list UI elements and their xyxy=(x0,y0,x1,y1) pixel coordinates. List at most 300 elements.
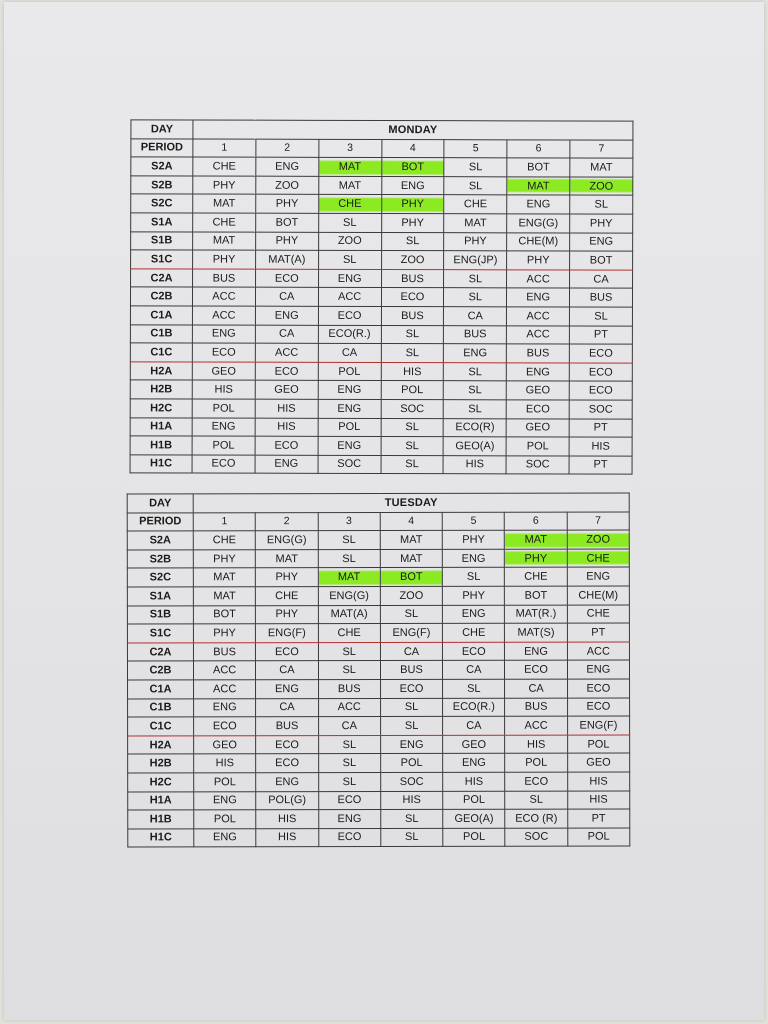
subject-cell: SOC xyxy=(505,828,567,847)
subject-cell: ECO xyxy=(256,754,318,773)
subject-cell: BOT xyxy=(193,605,255,624)
subject-cell: ENG xyxy=(380,735,442,754)
class-row xyxy=(128,809,630,828)
period-number: 6 xyxy=(507,139,570,158)
period-number: 5 xyxy=(442,512,504,531)
subject-cell-highlighted: PHY xyxy=(505,549,567,568)
subject-cell-highlighted: MAT xyxy=(505,530,567,549)
subject-cell: HIS xyxy=(381,791,443,810)
subject-cell: ENG(G) xyxy=(507,214,570,233)
subject-cell: PT xyxy=(567,809,629,828)
class-row xyxy=(131,213,633,233)
subject-cell: POL xyxy=(381,381,444,400)
subject-cell: ENG xyxy=(192,325,255,344)
class-code: C1B xyxy=(130,324,192,343)
subject-cell: GEO xyxy=(567,753,629,772)
subject-cell-highlighted: MAT xyxy=(318,568,380,587)
period-number: 4 xyxy=(381,139,444,158)
subject-cell: ENG xyxy=(256,773,318,792)
subject-cell: MAT xyxy=(570,158,633,177)
subject-cell: ACC xyxy=(192,287,255,306)
subject-cell: POL xyxy=(318,418,381,437)
subject-cell: ECO xyxy=(256,642,318,661)
subject-cell: ECO(R.) xyxy=(318,325,381,344)
subject-cell: POL xyxy=(192,436,255,455)
subject-cell: PT xyxy=(569,418,632,437)
class-row xyxy=(128,735,630,754)
subject-cell: PHY xyxy=(507,251,570,270)
subject-cell: POL xyxy=(380,754,442,773)
subject-cell: BOT xyxy=(507,158,570,177)
subject-cell: ECO xyxy=(380,679,442,698)
subject-cell: SL xyxy=(318,531,380,550)
class-code: S1C xyxy=(127,624,193,643)
class-code: H2A xyxy=(128,736,194,755)
subject-cell: SL xyxy=(570,195,633,214)
subject-cell: MAT(A) xyxy=(255,250,318,269)
day-label: DAY xyxy=(127,494,193,513)
subject-cell: ENG xyxy=(318,810,380,829)
subject-cell: CA xyxy=(505,679,567,698)
subject-cell: ECO xyxy=(255,362,318,381)
subject-cell: ECO xyxy=(318,791,380,810)
subject-cell: POL xyxy=(567,828,629,847)
subject-cell: SL xyxy=(381,809,443,828)
subject-cell: PT xyxy=(569,326,632,345)
subject-cell: ECO xyxy=(567,679,629,698)
subject-cell: ECO xyxy=(255,436,318,455)
subject-cell: SL xyxy=(444,381,507,400)
class-code: H1C xyxy=(130,455,192,474)
subject-cell: SL xyxy=(381,437,444,456)
subject-cell: SOC xyxy=(381,772,443,791)
subject-cell: ECO xyxy=(569,381,632,400)
subject-cell: SOC xyxy=(569,400,632,419)
class-code: H1C xyxy=(128,829,194,848)
subject-cell: MAT xyxy=(193,232,256,251)
subject-cell: ECO (R) xyxy=(505,809,567,828)
period-number: 3 xyxy=(318,512,380,531)
subject-cell: GEO xyxy=(255,380,318,399)
subject-cell: HIS xyxy=(443,772,505,791)
subject-cell: SL xyxy=(318,250,381,269)
class-row xyxy=(130,436,632,456)
class-row xyxy=(130,343,632,363)
subject-cell: PHY xyxy=(444,232,507,251)
subject-cell: BUS xyxy=(380,661,442,680)
class-code: H1B xyxy=(130,436,192,455)
subject-cell: GEO xyxy=(443,735,505,754)
subject-cell: BUS xyxy=(193,642,255,661)
subject-cell-highlighted: BOT xyxy=(380,568,442,587)
class-code: S1A xyxy=(131,213,193,232)
class-row xyxy=(127,660,629,679)
subject-cell: CHE xyxy=(567,605,629,624)
class-row xyxy=(127,586,629,605)
subject-cell: BUS xyxy=(256,717,318,736)
subject-cell: ACC xyxy=(318,698,380,717)
subject-cell: ECO xyxy=(192,455,255,474)
subject-cell: SL xyxy=(444,362,507,381)
period-number: 7 xyxy=(570,140,633,159)
class-row xyxy=(130,417,632,437)
class-code: S2C xyxy=(131,194,193,213)
subject-cell: BUS xyxy=(318,679,380,698)
subject-cell: ECO xyxy=(505,772,567,791)
class-row xyxy=(127,623,629,642)
subject-cell: ECO xyxy=(255,269,318,288)
subject-cell: BUS xyxy=(444,325,507,344)
tuesday-timetable xyxy=(127,493,631,848)
class-code: C1B xyxy=(128,698,194,717)
class-row xyxy=(130,287,632,307)
subject-cell: ACC xyxy=(507,307,570,326)
subject-cell: ECO xyxy=(194,717,256,736)
subject-cell: PHY xyxy=(381,213,444,232)
subject-cell: MAT xyxy=(380,531,442,550)
subject-cell: POL xyxy=(194,810,256,829)
subject-cell: ENG xyxy=(507,195,570,214)
subject-cell: HIS xyxy=(255,399,318,418)
subject-cell: ECO xyxy=(506,400,569,419)
subject-cell: BOT xyxy=(505,586,567,605)
subject-cell-highlighted: MAT xyxy=(507,177,570,196)
period-number: 1 xyxy=(193,512,255,531)
subject-cell: SL xyxy=(444,269,507,288)
day-name: MONDAY xyxy=(193,120,633,140)
class-row xyxy=(130,399,632,419)
subject-cell: CHE xyxy=(193,213,256,232)
subject-cell: SL xyxy=(380,605,442,624)
class-code: C1A xyxy=(130,306,192,325)
subject-cell: BUS xyxy=(381,269,444,288)
class-code: S1A xyxy=(127,587,193,606)
paper-sheet xyxy=(4,2,764,1020)
class-row xyxy=(128,679,630,698)
class-row xyxy=(127,567,629,586)
subject-cell: HIS xyxy=(443,455,506,474)
subject-cell: ECO xyxy=(318,306,381,325)
subject-cell: ENG xyxy=(256,680,318,699)
period-number: 3 xyxy=(319,139,382,158)
class-row xyxy=(131,194,633,214)
subject-cell: POL xyxy=(192,399,255,418)
subject-cell: SL xyxy=(442,568,504,587)
subject-cell: ECO xyxy=(443,642,505,661)
class-row xyxy=(128,791,630,810)
class-row xyxy=(127,605,629,624)
class-code: H2C xyxy=(128,773,194,792)
subject-cell: CA xyxy=(443,661,505,680)
subject-cell: ENG xyxy=(444,344,507,363)
subject-cell: HIS xyxy=(256,828,318,847)
subject-cell: PHY xyxy=(256,195,319,214)
subject-cell: MAT xyxy=(193,568,255,587)
class-code: S2A xyxy=(127,531,193,550)
subject-cell: ECO(R.) xyxy=(443,698,505,717)
subject-cell: HIS xyxy=(192,380,255,399)
subject-cell: ECO xyxy=(567,698,629,717)
class-row xyxy=(127,549,629,568)
subject-cell: ENG xyxy=(255,306,318,325)
subject-cell: GEO xyxy=(506,418,569,437)
subject-cell: POL xyxy=(567,735,629,754)
subject-cell: ECO(R) xyxy=(444,418,507,437)
class-row xyxy=(130,306,632,326)
period-number: 7 xyxy=(567,512,629,531)
class-row xyxy=(131,231,633,251)
subject-cell: MAT(A) xyxy=(318,605,380,624)
subject-cell: SL xyxy=(443,679,505,698)
class-row xyxy=(130,324,632,344)
subject-cell-highlighted: CHE xyxy=(567,549,629,568)
subject-cell: ENG(G) xyxy=(318,586,380,605)
subject-cell: ECO xyxy=(381,288,444,307)
subject-cell: ENG xyxy=(443,754,505,773)
class-row xyxy=(128,753,630,772)
subject-cell: ENG xyxy=(505,642,567,661)
subject-cell: CA xyxy=(570,270,633,289)
subject-cell: POL xyxy=(505,753,567,772)
subject-cell: PHY xyxy=(442,586,504,605)
subject-cell: CA xyxy=(255,288,318,307)
subject-cell: GEO(A) xyxy=(443,809,505,828)
subject-cell: ACC xyxy=(192,306,255,325)
subject-cell-highlighted: PHY xyxy=(381,195,444,214)
subject-cell: POL xyxy=(443,828,505,847)
subject-cell: PHY xyxy=(570,214,633,233)
subject-cell: ENG(JP) xyxy=(444,251,507,270)
subject-cell: ECO xyxy=(505,661,567,680)
subject-cell: SL xyxy=(444,176,507,195)
subject-cell: ENG xyxy=(194,828,256,847)
subject-cell: CHE xyxy=(444,195,507,214)
class-row xyxy=(128,828,630,847)
class-code: S2B xyxy=(131,176,193,195)
subject-cell: PHY xyxy=(193,624,255,643)
class-row xyxy=(130,455,632,475)
subject-cell: ENG xyxy=(318,436,381,455)
class-code: S2A xyxy=(131,157,193,176)
subject-cell: SL xyxy=(318,754,380,773)
subject-cell: BOT xyxy=(570,251,633,270)
subject-cell: SL xyxy=(318,772,380,791)
class-code: C2B xyxy=(130,287,192,306)
subject-cell-highlighted: CHE xyxy=(318,195,381,214)
subject-cell: ZOO xyxy=(380,586,442,605)
subject-cell: SL xyxy=(318,213,381,232)
subject-cell: SL xyxy=(505,791,567,810)
subject-cell: ECO xyxy=(318,828,380,847)
day-header-row xyxy=(127,493,629,512)
subject-cell: MAT(S) xyxy=(505,623,567,642)
subject-cell: ENG xyxy=(506,363,569,382)
class-code: H2A xyxy=(130,362,192,381)
subject-cell: BUS xyxy=(381,306,444,325)
subject-cell: PHY xyxy=(193,250,256,269)
subject-cell: ENG xyxy=(443,605,505,624)
subject-cell: PT xyxy=(567,623,629,642)
subject-cell: BUS xyxy=(505,698,567,717)
subject-cell: CA xyxy=(256,698,318,717)
subject-cell: ACC xyxy=(318,288,381,307)
subject-cell: CHE xyxy=(443,623,505,642)
subject-cell: HIS xyxy=(569,437,632,456)
subject-cell: SL xyxy=(381,325,444,344)
class-row xyxy=(130,380,632,400)
subject-cell: SL xyxy=(444,288,507,307)
subject-cell: HIS xyxy=(256,810,318,829)
subject-cell: ENG xyxy=(567,567,629,586)
subject-cell: CHE xyxy=(318,624,380,643)
subject-cell: CA xyxy=(444,307,507,326)
class-row xyxy=(131,157,633,177)
class-code: S2B xyxy=(127,550,193,569)
subject-cell: PHY xyxy=(256,605,318,624)
subject-cell: CA xyxy=(443,716,505,735)
class-row xyxy=(128,698,630,717)
subject-cell-highlighted: ZOO xyxy=(567,530,629,549)
subject-cell: ACC xyxy=(505,716,567,735)
subject-cell: SL xyxy=(380,717,442,736)
subject-cell: POL xyxy=(506,437,569,456)
subject-cell: ACC xyxy=(567,642,629,661)
subject-cell: ENG xyxy=(256,157,319,176)
class-code: C2B xyxy=(127,661,193,680)
class-code: H2B xyxy=(130,380,192,399)
subject-cell: CA xyxy=(256,661,318,680)
subject-cell: SL xyxy=(381,344,444,363)
subject-cell: GEO xyxy=(506,381,569,400)
subject-cell: SL xyxy=(381,455,444,474)
subject-cell: MAT(R.) xyxy=(505,605,567,624)
period-number: 4 xyxy=(380,512,442,531)
subject-cell: ZOO xyxy=(318,232,381,251)
subject-cell: HIS xyxy=(255,418,318,437)
subject-cell: ENG xyxy=(318,269,381,288)
class-code: C1C xyxy=(128,717,194,736)
period-label: PERIOD xyxy=(131,138,193,157)
subject-cell: GEO xyxy=(194,735,256,754)
subject-cell: ACC xyxy=(194,680,256,699)
subject-cell: ACC xyxy=(255,343,318,362)
period-number: 2 xyxy=(256,139,319,158)
class-code: H1A xyxy=(130,417,192,436)
class-row xyxy=(131,176,633,196)
subject-cell: ZOO xyxy=(256,176,319,195)
subject-cell: ECO xyxy=(569,344,632,363)
class-code: H1A xyxy=(128,791,194,810)
subject-cell: SL xyxy=(569,307,632,326)
subject-cell: ECO xyxy=(569,363,632,382)
subject-cell: MAT xyxy=(193,194,256,213)
monday-timetable xyxy=(130,119,634,475)
subject-cell: HIS xyxy=(505,735,567,754)
class-code: S1B xyxy=(131,231,193,250)
subject-cell: GEO(A) xyxy=(443,437,506,456)
day-label: DAY xyxy=(131,120,193,139)
subject-cell: HIS xyxy=(381,362,444,381)
subject-cell: PHY xyxy=(256,568,318,587)
subject-cell: SL xyxy=(381,828,443,847)
subject-cell: ZOO xyxy=(381,251,444,270)
subject-cell: SL xyxy=(318,549,380,568)
subject-cell: ENG xyxy=(507,288,570,307)
subject-cell: MAT xyxy=(380,549,442,568)
subject-cell: CHE xyxy=(193,157,256,176)
subject-cell: PHY xyxy=(193,176,256,195)
subject-cell: MAT xyxy=(444,214,507,233)
period-number: 6 xyxy=(505,512,567,531)
period-label: PERIOD xyxy=(127,512,193,531)
subject-cell: ENG xyxy=(318,381,381,400)
class-row xyxy=(131,269,633,289)
subject-cell: SL xyxy=(380,698,442,717)
subject-cell: HIS xyxy=(194,754,256,773)
period-header-row xyxy=(127,512,629,531)
subject-cell: ACC xyxy=(193,661,255,680)
subject-cell: ENG xyxy=(194,698,256,717)
subject-cell: SL xyxy=(444,158,507,177)
subject-cell: SL xyxy=(381,232,444,251)
day-name: TUESDAY xyxy=(193,493,629,512)
subject-cell-highlighted: MAT xyxy=(319,158,382,177)
class-code: C2A xyxy=(127,643,193,662)
subject-cell: BUS xyxy=(570,288,633,307)
subject-cell: ECO xyxy=(192,343,255,362)
subject-cell: ENG xyxy=(192,418,255,437)
class-code: S1B xyxy=(127,605,193,624)
period-number: 5 xyxy=(444,139,507,158)
day-header-row xyxy=(131,120,633,140)
subject-cell: ENG(G) xyxy=(256,531,318,550)
subject-cell: MAT xyxy=(193,587,255,606)
subject-cell: PHY xyxy=(193,549,255,568)
subject-cell: MAT xyxy=(256,549,318,568)
subject-cell: ENG(F) xyxy=(567,716,629,735)
subject-cell: ENG xyxy=(570,233,633,252)
subject-cell: CHE(M) xyxy=(507,232,570,251)
subject-cell: ACC xyxy=(507,270,570,289)
subject-cell: CHE xyxy=(256,587,318,606)
subject-cell: BUS xyxy=(193,269,256,288)
subject-cell: ACC xyxy=(507,325,570,344)
class-code: C2A xyxy=(131,269,193,288)
subject-cell: POL xyxy=(318,362,381,381)
subject-cell: CHE(M) xyxy=(567,586,629,605)
subject-cell: ENG xyxy=(318,399,381,418)
subject-cell: POL(G) xyxy=(256,791,318,810)
subject-cell: CA xyxy=(255,325,318,344)
period-number: 2 xyxy=(256,512,318,531)
period-header-row xyxy=(131,138,633,158)
subject-cell: SOC xyxy=(506,456,569,475)
subject-cell: PT xyxy=(569,456,632,475)
subject-cell: CA xyxy=(380,642,442,661)
subject-cell: PHY xyxy=(255,232,318,251)
period-number: 1 xyxy=(193,139,256,158)
subject-cell: SL xyxy=(444,400,507,419)
class-row xyxy=(131,250,633,270)
subject-cell: ENG(F) xyxy=(380,624,442,643)
class-code: H1B xyxy=(128,810,194,829)
class-code: H2C xyxy=(130,399,192,418)
subject-cell: SOC xyxy=(381,399,444,418)
class-row xyxy=(127,642,629,661)
class-code: C1A xyxy=(128,680,194,699)
subject-cell: SOC xyxy=(318,455,381,474)
subject-cell-highlighted: ZOO xyxy=(570,177,633,196)
